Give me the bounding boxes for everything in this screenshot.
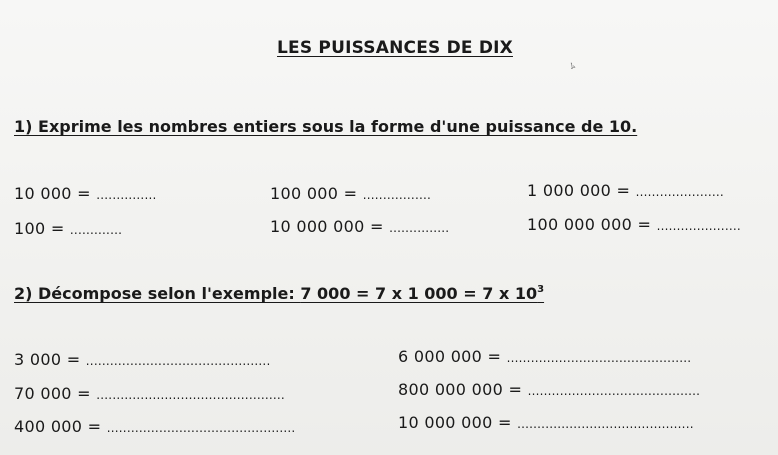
exercise-2-item [398,413,694,432]
exercise-2-item [14,350,270,369]
exercise-1-item [14,184,156,203]
expression: 10 000 000 = [398,413,518,432]
exercise-1-item [14,219,122,238]
example-exponent: 3 [537,284,545,295]
expression: 3 000 = [14,350,86,369]
example-expression [300,284,544,303]
expression: 6 000 000 = [398,347,507,366]
answer-blank: ............................................... [106,421,296,435]
expression: 800 000 000 = [398,380,528,399]
expression: 10 000 000 = [270,217,390,236]
expression: 400 000 = [14,417,107,436]
answer-blank: ...................... [635,185,724,199]
exercise-2-item [398,347,691,366]
exercise-1-item [270,184,431,203]
answer-blank: ............. [69,223,123,237]
expression: 100 = [14,219,70,238]
example-text: 7 000 = 7 x 1 000 = 7 x 10 [300,284,538,303]
expression: 1 000 000 = [527,181,636,200]
expression: 10 000 = [14,184,97,203]
answer-blank: ............... [389,221,450,235]
expression: 100 000 = [270,184,363,203]
expression: 70 000 = [14,384,97,403]
answer-blank: ............... [96,188,157,202]
pen-mark: ﾑ [568,61,577,73]
exercise-1-item [270,217,449,236]
exercise-1-item [527,181,724,200]
answer-blank: .............................................. [85,354,271,368]
exercise-2-item [398,380,700,399]
section-1-title: 1) Exprime les nombres entiers sous la forme d'une puissance de 10. [14,117,638,136]
answer-blank: ............................................ [517,417,694,431]
section-2-title [14,284,544,303]
exercise-2-item [14,417,295,436]
answer-blank: ................. [362,188,431,202]
exercise-1-item [527,215,741,234]
expression: 100 000 000 = [527,215,657,234]
answer-blank: ..................... [656,219,741,233]
answer-blank: .............................................. [506,351,692,365]
exercise-2-item [14,384,285,403]
section-2-instruction: 2) Décompose selon l'exemple: [14,284,301,303]
answer-blank: ............................................... [96,388,285,402]
answer-blank: ........................................... [527,384,701,398]
page-title: LES PUISSANCES DE DIX [277,38,513,58]
